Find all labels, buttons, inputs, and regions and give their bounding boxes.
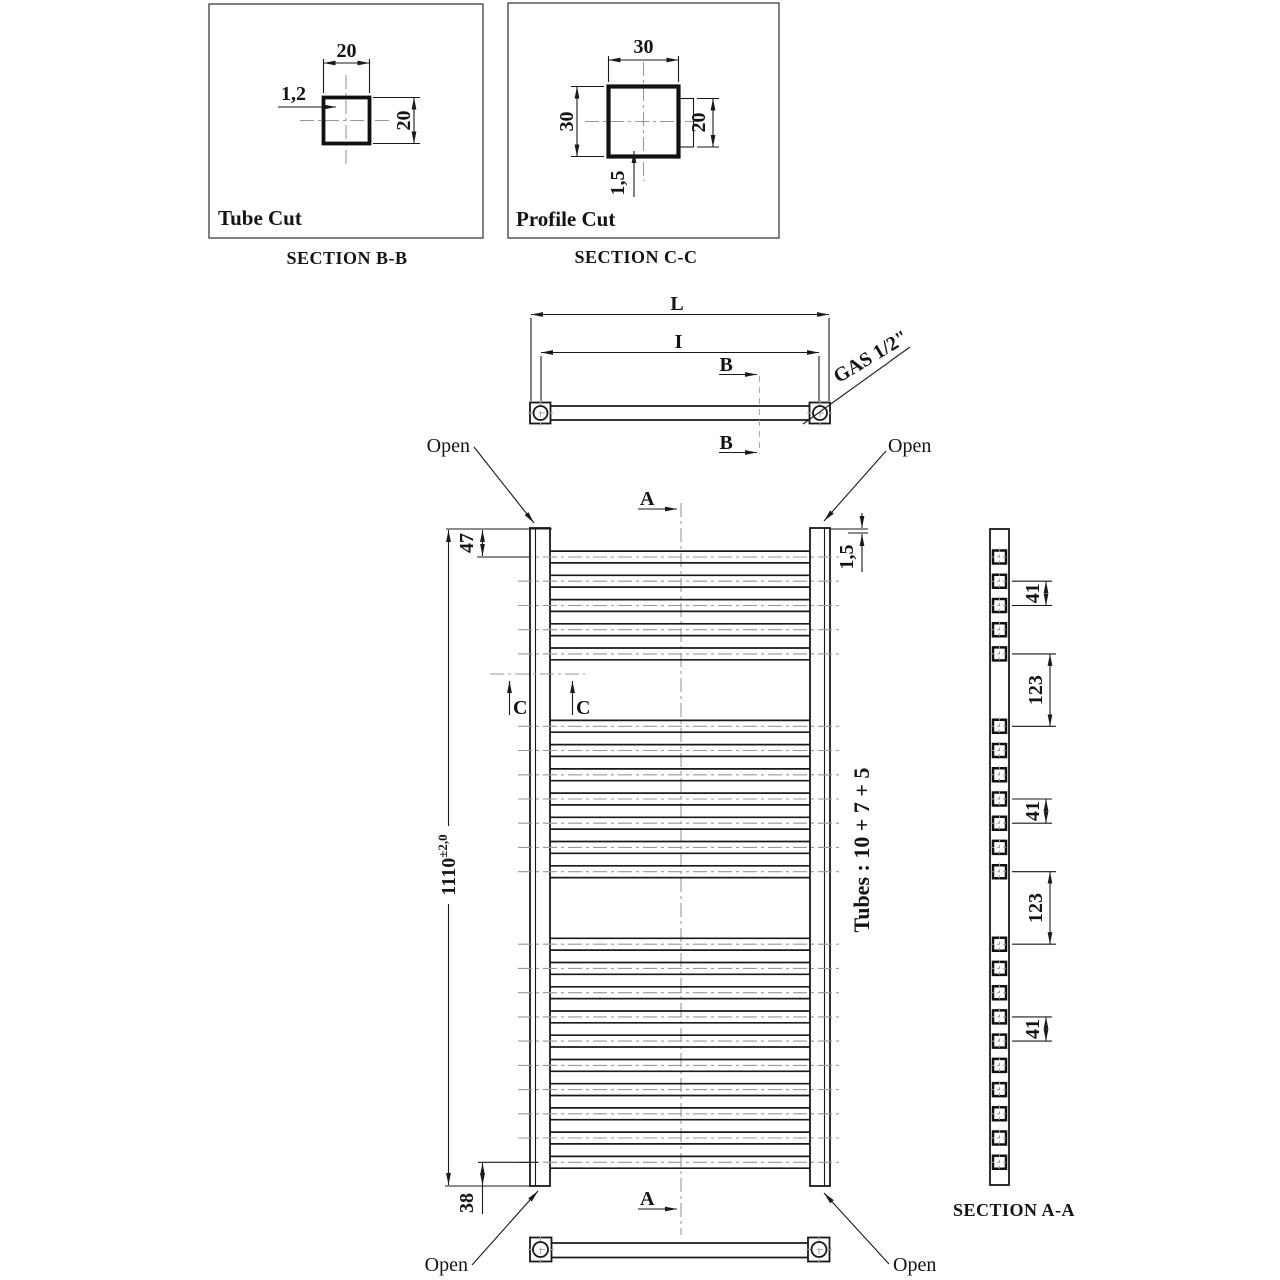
length-dim-label: L: [670, 293, 684, 315]
cut-c-label-right: C: [576, 697, 591, 719]
first-tube-dim-label: 47: [456, 533, 478, 553]
open-bottom-right-label: Open: [893, 1254, 937, 1276]
profile-cut-width-dim: 30: [633, 36, 654, 58]
left-rail: [530, 528, 550, 1186]
tube-cut-width-dim: 20: [336, 40, 357, 62]
gas-connection-label: GAS 1/2": [829, 326, 913, 388]
open-bottom-left-label: Open: [424, 1254, 468, 1276]
profile-cut-height-dim: 30: [556, 111, 578, 132]
open-top-right-label: Open: [888, 435, 932, 457]
cut-b-label-top: B: [719, 354, 733, 376]
cut-a-label-bottom: A: [640, 1188, 655, 1210]
profile-cut-caption: Profile Cut: [516, 207, 616, 231]
height-dim-value: 1110: [438, 857, 460, 896]
pitch-dim-label-3: 41: [1022, 801, 1044, 822]
section-aa-label: SECTION A-A: [952, 1200, 1076, 1220]
pitch-dim-label-2: 123: [1025, 675, 1047, 706]
last-tube-dim-label: 38: [456, 1193, 478, 1213]
tube-cut-caption: Tube Cut: [218, 206, 302, 230]
tube-cut-thickness-dim: 1,2: [281, 83, 306, 105]
cut-a-label-top: A: [640, 488, 655, 510]
open-top-left-label: Open: [426, 435, 470, 457]
inner-dim-label: I: [674, 331, 683, 353]
section-bb-label: SECTION B-B: [286, 248, 408, 268]
pitch-dim-label-4: 123: [1025, 893, 1047, 923]
section-cc-label: SECTION C-C: [574, 247, 698, 267]
tubes-count-label: Tubes : 10 + 7 + 5: [849, 767, 874, 933]
wall-dim-label: 1,5: [836, 544, 858, 570]
right-rail: [810, 528, 830, 1186]
cut-c-label-left: C: [513, 697, 528, 719]
tube-cut-height-dim: 20: [393, 110, 415, 131]
profile-cut-thickness-dim: 1,5: [607, 170, 629, 196]
profile-cut-tube-dim: 20: [688, 112, 710, 133]
pitch-dim-label-1: 41: [1022, 583, 1044, 604]
cut-b-label-bottom: B: [719, 432, 733, 454]
height-dim-tolerance: ±2,0: [435, 834, 450, 858]
pitch-dim-label-5: 41: [1022, 1019, 1044, 1039]
